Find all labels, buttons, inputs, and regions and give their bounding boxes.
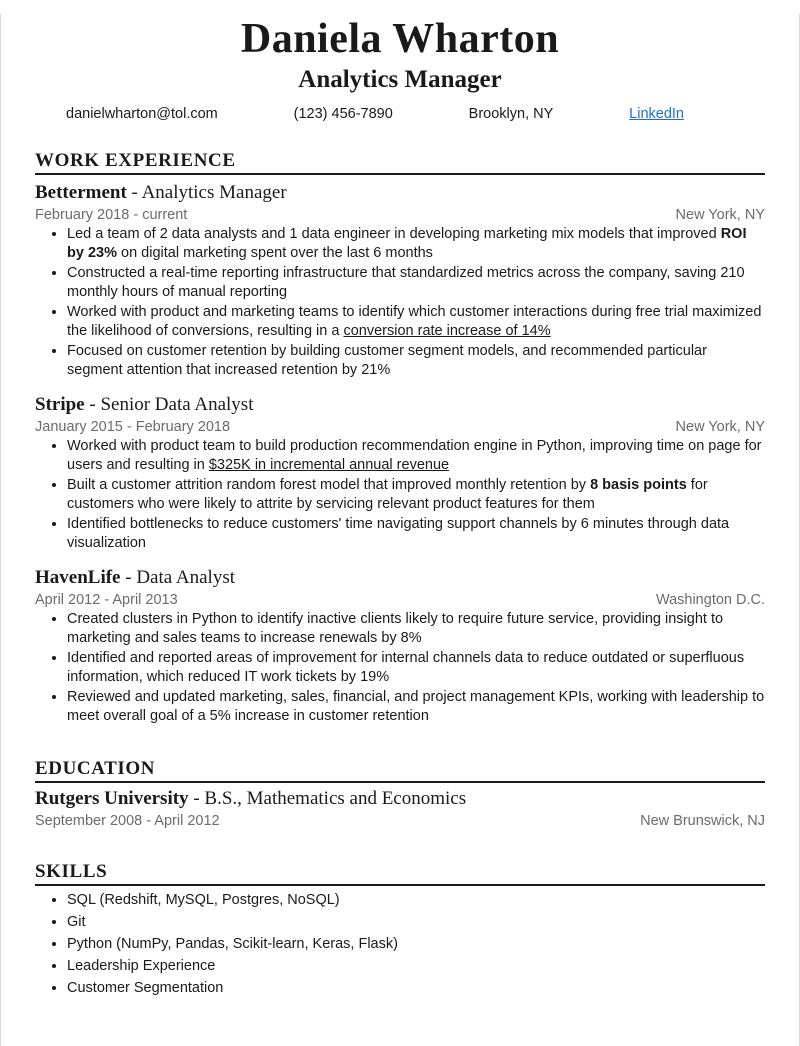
bullet-text: Identified and reported areas of improvement for internal channels data to reduce outdated or superfluous information, which reduced IT work tickets by 19% <box>67 650 745 685</box>
underlined-highlight: $325K in incremental annual revenue <box>208 457 450 473</box>
job-entry <box>35 566 765 726</box>
job-entry <box>35 181 765 380</box>
job-dates: January 2015 - February 2018 <box>35 419 231 435</box>
contact-location: Brooklyn, NY <box>468 106 554 122</box>
job-role: Data Analyst <box>136 567 236 588</box>
contact-bar <box>35 104 765 124</box>
bullet-text: Focused on customer retention by building customer segment models, and recommended particular segment attention that increased retention by 21% <box>67 343 707 378</box>
job-bullet <box>67 610 765 648</box>
education-school: Rutgers University <box>35 788 189 809</box>
job-bullet <box>67 303 765 341</box>
job-bullet <box>67 225 765 263</box>
job-dates: April 2012 - April 2013 <box>35 592 178 608</box>
job-bullet <box>67 688 765 726</box>
job-meta <box>35 590 765 610</box>
job-separator: - <box>84 394 101 415</box>
section-heading-skills: SKILLS <box>35 861 765 886</box>
job-heading <box>35 393 765 417</box>
job-bullet <box>67 264 765 302</box>
job-bullet <box>67 515 765 553</box>
bold-highlight: ROI by 23% <box>67 226 747 261</box>
job-bullet <box>67 649 765 687</box>
job-bullets <box>35 610 765 726</box>
bullet-text: Created clusters in Python to identify inactive clients likely to require future service, providing insight to marketing and sales teams to increase renewals by 8% <box>67 611 724 646</box>
candidate-title: Analytics Manager <box>298 66 502 93</box>
education-meta <box>35 811 765 831</box>
education-degree: B.S., Mathematics and Economics <box>204 788 467 809</box>
bold-highlight: 8 basis points <box>590 477 687 493</box>
job-separator: - <box>120 567 137 588</box>
job-company: Stripe <box>35 394 85 415</box>
job-bullet <box>67 342 765 380</box>
bullet-text: Reviewed and updated marketing, sales, financial, and project management KPIs, working with leadership to meet overall goal of a 5% increase in customer retention <box>67 689 765 724</box>
education-dates: September 2008 - April 2012 <box>35 813 220 829</box>
job-meta <box>35 417 765 437</box>
resume-page <box>1 14 799 999</box>
skill-item: • Leadership Experience <box>67 956 765 977</box>
job-separator: - <box>126 182 142 203</box>
job-entry <box>35 393 765 553</box>
education-separator: - <box>188 788 205 809</box>
education-section <box>35 758 765 831</box>
skill-item: • Git <box>67 912 765 933</box>
bullet-text: Led a team of 2 data analysts and 1 data engineer in developing marketing mix models that improved <box>67 226 721 242</box>
section-heading-education: EDUCATION <box>35 758 765 783</box>
job-location: Washington D.C. <box>655 592 765 608</box>
skill-item: • Python (NumPy, Pandas, Scikit-learn, Keras, Flask) <box>67 934 765 955</box>
job-role: Senior Data Analyst <box>100 394 254 415</box>
job-company: Betterment <box>35 182 127 203</box>
linkedin-link[interactable]: LinkedIn <box>629 106 684 122</box>
skills-list <box>35 890 765 999</box>
skill-item: • Customer Segmentation <box>67 978 765 999</box>
bullet-text: Identified bottlenecks to reduce customers' time navigating support channels by 6 minutes through data visualization <box>67 516 730 551</box>
education-location: New Brunswick, NJ <box>640 813 765 829</box>
job-location: New York, NY <box>675 207 765 223</box>
underlined-highlight: conversion rate increase of 14% <box>343 323 551 339</box>
work-experience-section <box>35 150 765 726</box>
contact-email: danielwharton@tol.com <box>66 106 218 122</box>
bullet-text: Constructed a real-time reporting infrastructure that standardized metrics across the company, saving 210 monthly hours of manual reporting <box>67 265 745 300</box>
skills-section <box>35 861 765 999</box>
job-location: New York, NY <box>675 419 765 435</box>
job-heading <box>35 181 765 205</box>
bullet-text: for customers who were likely to attrite by servicing relevant product features for them <box>67 477 708 512</box>
education-heading <box>35 787 765 811</box>
contact-phone: (123) 456-7890 <box>293 106 393 122</box>
job-company: HavenLife <box>35 567 121 588</box>
job-dates: February 2018 - current <box>35 207 188 223</box>
bullet-text: Worked with product and marketing teams to identify which customer interactions during free trial maximized the likelihood of conversions, resulting in a <box>67 304 762 339</box>
job-bullets <box>35 437 765 553</box>
skill-item: • SQL (Redshift, MySQL, Postgres, NoSQL) <box>67 890 765 911</box>
job-bullet <box>67 437 765 475</box>
section-heading-work: WORK EXPERIENCE <box>35 150 765 175</box>
bullet-text: Built a customer attrition random forest model that improved monthly retention by <box>67 477 591 493</box>
job-bullet <box>67 476 765 514</box>
bullet-text: Worked with product team to build production recommendation engine in Python, improving time on page for users and resulting in <box>67 438 762 473</box>
job-heading <box>35 566 765 590</box>
job-meta <box>35 205 765 225</box>
candidate-name: Daniela Wharton <box>240 16 560 62</box>
job-role: Analytics Manager <box>141 182 287 203</box>
job-bullets <box>35 225 765 380</box>
bullet-text: on digital marketing spent over the last 6 months <box>116 245 433 261</box>
